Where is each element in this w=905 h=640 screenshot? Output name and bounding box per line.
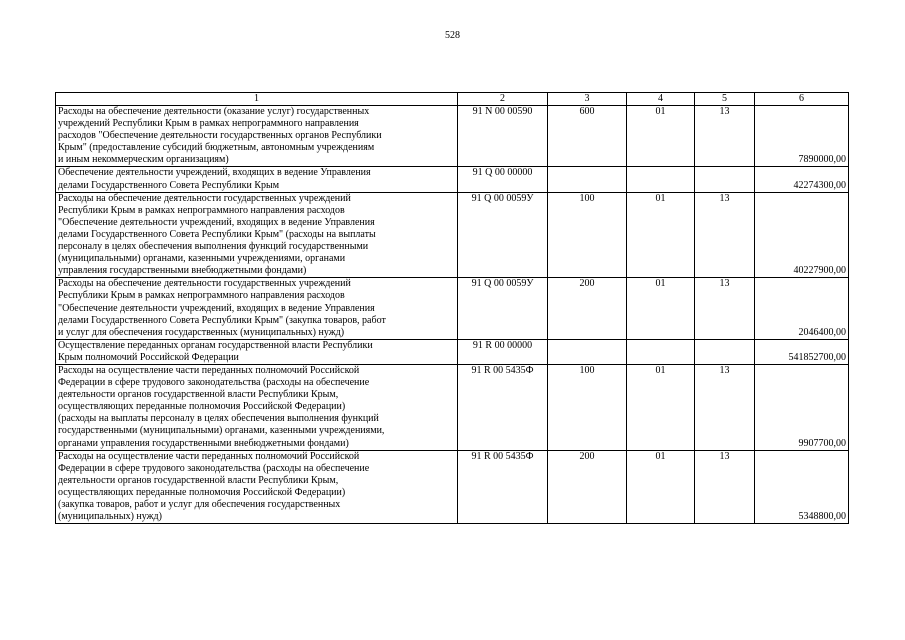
amount-cell: 541852700,00 — [755, 339, 849, 364]
table-row — [56, 167, 849, 192]
table-row — [56, 278, 849, 339]
table-row — [56, 364, 849, 450]
expense-type-cell: 200 — [548, 450, 627, 524]
expense-name-cell — [56, 339, 458, 364]
section-cell: 01 — [627, 106, 695, 167]
expense-name-cell — [56, 106, 458, 167]
header-cell: 3 — [548, 93, 627, 106]
subsection-cell: 13 — [695, 450, 755, 524]
target-article-cell: 91 R 00 5435Ф — [458, 364, 548, 450]
target-article-cell: 91 N 00 00590 — [458, 106, 548, 167]
section-cell — [627, 339, 695, 364]
section-cell — [627, 167, 695, 192]
expense-name-line: Расходы на обеспечение деятельности государственных учреждений — [58, 192, 351, 204]
expense-name-line: осуществляющих переданные полномочия Российской Федерации) — [58, 486, 346, 498]
expense-name-line: деятельности органов государственной власти Республики Крым, — [58, 389, 339, 401]
expense-type-cell: 600 — [548, 106, 627, 167]
expense-name-line: (муниципальными) органами, казенными учреждениями, органами — [58, 253, 346, 265]
expense-type-cell — [548, 339, 627, 364]
expense-name-line: делами Государственного Совета Республики Крым" (расходы на выплаты — [58, 228, 376, 240]
expense-name-line: органами управления государственными внебюджетными фондами) — [58, 437, 349, 449]
expense-name-line: Крым" (предоставление субсидий бюджетным, автономным учреждениям — [58, 142, 375, 154]
expense-name-line: и услуг для обеспечения государственных (муниципальных) нужд) — [58, 326, 345, 338]
table-row — [56, 339, 849, 364]
expense-name-line: Федерации в сфере трудового законодательства (расходы на обеспечение — [58, 462, 370, 474]
expense-name-line: расходов "Обеспечение деятельности государственных органов Республики — [58, 130, 382, 142]
expense-type-cell — [548, 167, 627, 192]
expense-name-cell — [56, 450, 458, 524]
expense-name-line: деятельности органов государственной власти Республики Крым, — [58, 474, 339, 486]
table-row — [56, 106, 849, 167]
target-article-cell: 91 Q 00 0059У — [458, 278, 548, 339]
subsection-cell: 13 — [695, 106, 755, 167]
target-article-cell: 91 R 00 5435Ф — [458, 450, 548, 524]
expense-name-line: делами Государственного Совета Республики Крым — [58, 179, 280, 191]
header-cell: 4 — [627, 93, 695, 106]
expense-name-line: управления государственными внебюджетными фондами) — [58, 265, 307, 277]
table-row — [56, 450, 849, 524]
amount-cell: 5348800,00 — [755, 450, 849, 524]
section-cell: 01 — [627, 192, 695, 278]
expense-name-line: Федерации в сфере трудового законодательства (расходы на обеспечение — [58, 377, 370, 389]
expense-name-line: учреждений Республики Крым в рамках непрограммного направления — [58, 118, 359, 130]
amount-cell: 9907700,00 — [755, 364, 849, 450]
expense-type-cell: 200 — [548, 278, 627, 339]
expense-name-line: Республики Крым в рамках непрограммного направления расходов — [58, 290, 345, 302]
subsection-cell: 13 — [695, 364, 755, 450]
target-article-cell: 91 R 00 00000 — [458, 339, 548, 364]
subsection-cell — [695, 339, 755, 364]
header-row — [56, 93, 849, 106]
table-row — [56, 192, 849, 278]
expense-name-line: Республики Крым в рамках непрограммного направления расходов — [58, 204, 345, 216]
target-article-cell: 91 Q 00 0059У — [458, 192, 548, 278]
expense-name-cell — [56, 364, 458, 450]
expense-name-line: Расходы на осуществление части переданных полномочий Российской — [58, 364, 360, 376]
expense-name-cell — [56, 167, 458, 192]
amount-cell: 7890000,00 — [755, 106, 849, 167]
header-cell: 6 — [755, 93, 849, 106]
expense-name-line: Крым полномочий Российской Федерации — [58, 351, 239, 363]
subsection-cell: 13 — [695, 192, 755, 278]
page-number: 528 — [445, 30, 460, 41]
section-cell: 01 — [627, 450, 695, 524]
amount-cell: 40227900,00 — [755, 192, 849, 278]
expense-name-line: Осуществление переданных органам государственной власти Республики — [58, 339, 373, 351]
expense-name-cell — [56, 278, 458, 339]
header-cell: 1 — [56, 93, 458, 106]
expense-name-line: Расходы на обеспечение деятельности (оказание услуг) государственных — [58, 106, 370, 117]
expense-type-cell: 100 — [548, 192, 627, 278]
expense-type-cell: 100 — [548, 364, 627, 450]
header-cell: 5 — [695, 93, 755, 106]
expense-name-line: (муниципальных) нужд) — [58, 511, 162, 523]
expense-name-line: (расходы на выплаты персоналу в целях обеспечения выполнения функций — [58, 413, 379, 425]
expense-name-line: делами Государственного Совета Республики Крым" (закупка товаров, работ — [58, 314, 386, 326]
budget-table — [55, 92, 849, 524]
amount-cell: 42274300,00 — [755, 167, 849, 192]
amount-cell: 2046400,00 — [755, 278, 849, 339]
expense-name-line: Расходы на обеспечение деятельности государственных учреждений — [58, 278, 351, 290]
expense-name-line: (закупка товаров, работ и услуг для обеспечения государственных — [58, 499, 341, 510]
expense-name-line: и иным некоммерческим организациям) — [58, 154, 229, 166]
subsection-cell — [695, 167, 755, 192]
subsection-cell: 13 — [695, 278, 755, 339]
section-cell: 01 — [627, 278, 695, 339]
expense-name-line: Обеспечение деятельности учреждений, входящих в ведение Управления — [58, 167, 371, 179]
expense-name-line: Расходы на осуществление части переданных полномочий Российской — [58, 450, 360, 462]
expense-name-line: персоналу в целях обеспечения выполнения функций государственными — [58, 241, 369, 253]
expense-name-cell — [56, 192, 458, 278]
expense-name-line: государственными (муниципальными) органами, казенными учреждениями, — [58, 425, 385, 437]
expense-name-line: "Обеспечение деятельности учреждений, входящих в ведение Управления — [58, 216, 375, 228]
header-cell: 2 — [458, 93, 548, 106]
target-article-cell: 91 Q 00 00000 — [458, 167, 548, 192]
section-cell: 01 — [627, 364, 695, 450]
expense-name-line: осуществляющих переданные полномочия Российской Федерации) — [58, 401, 346, 413]
expense-name-line: "Обеспечение деятельности учреждений, входящих в ведение Управления — [58, 302, 375, 314]
